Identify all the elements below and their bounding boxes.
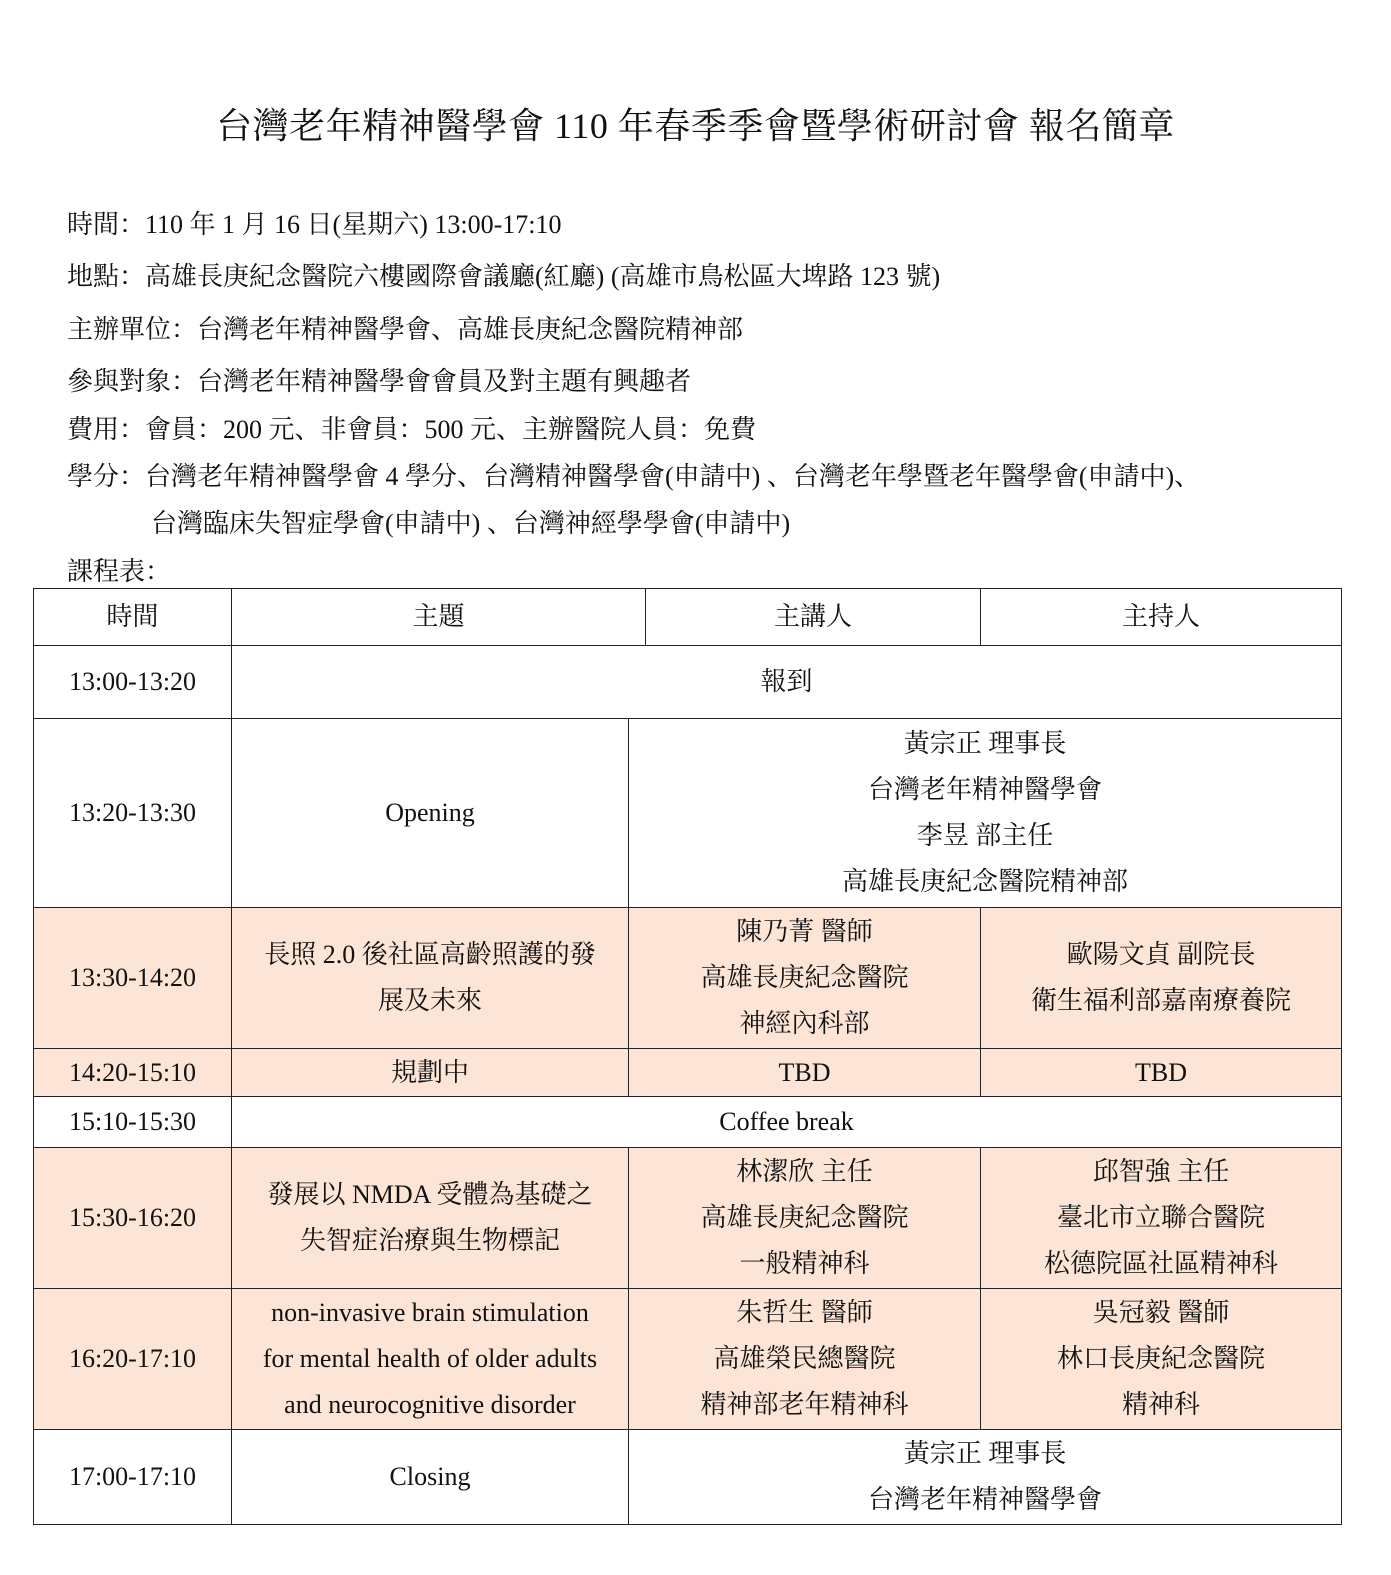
speaker-line: 精神部老年精神科 (700, 1390, 909, 1419)
speaker-line: 林潔欣 主任 (736, 1157, 873, 1186)
header-time: 時間 (34, 589, 232, 646)
speaker-line: 高雄長庚紀念醫院 (700, 1203, 909, 1232)
row-host (981, 908, 1342, 1049)
row-time: 17:00-17:10 (34, 1430, 232, 1525)
row-time: 13:30-14:20 (34, 908, 232, 1049)
host-line: 臺北市立聯合醫院 (1057, 1203, 1266, 1232)
host-line: 精神科 (1122, 1390, 1201, 1419)
row-time: 16:20-17:10 (34, 1289, 232, 1430)
closing-speakers-cell (629, 1430, 1342, 1525)
row-host (981, 1148, 1342, 1289)
table-row (34, 1289, 1342, 1430)
table-row (34, 1430, 1342, 1525)
table-row (34, 1049, 1342, 1097)
topic-line: non-invasive brain stimulation (271, 1298, 589, 1327)
row-time: 13:00-13:20 (34, 646, 232, 719)
speaker-line: 一般精神科 (739, 1249, 870, 1278)
topic-line: 失智症治療與生物標記 (299, 1226, 560, 1255)
event-organizer: 主辦單位：台灣老年精神醫學會、高雄長庚紀念醫院精神部 (67, 315, 744, 344)
event-credits: 學分：台灣老年精神醫學會 4 學分、台灣精神醫學會(申請中) 、台灣老年學暨老年醫學會(申請中)、 (67, 462, 1201, 491)
row-speaker (629, 1289, 981, 1430)
host-line: 邱智強 主任 (1092, 1157, 1230, 1186)
event-time: 時間：110 年 1 月 16 日(星期六) 13:00-17:10 (67, 210, 562, 239)
page-title: 台灣老年精神醫學會 110 年春季季會暨學術研討會 報名簡章 (216, 106, 1175, 146)
speaker-line: 朱哲生 醫師 (736, 1298, 873, 1327)
row-time: 15:30-16:20 (34, 1148, 232, 1289)
row-time: 14:20-15:10 (34, 1049, 232, 1097)
event-credits-continued: 台灣臨床失智症學會(申請中) 、台灣神經學學會(申請中) (151, 509, 791, 538)
table-row (34, 1148, 1342, 1289)
row-time: 13:20-13:30 (34, 719, 232, 908)
speaker-line: 陳乃菁 醫師 (736, 917, 873, 946)
row-topic: 規劃中 (232, 1049, 629, 1097)
registration-cell: 報到 (232, 646, 1342, 719)
speaker-line: 高雄長庚紀念醫院 (700, 963, 909, 992)
speaker-line: 黃宗正 理事長 (903, 1439, 1067, 1468)
table-row (34, 1097, 1342, 1148)
speaker-line: 神經內科部 (739, 1009, 870, 1038)
speaker-line: 台灣老年精神醫學會 (868, 1485, 1103, 1514)
schedule-label: 課程表： (67, 557, 172, 586)
table-header-row (34, 589, 1342, 646)
row-topic: Closing (232, 1430, 629, 1525)
topic-line: 長照 2.0 後社區高齡照護的發 (264, 940, 596, 969)
table-row (34, 908, 1342, 1049)
table-row (34, 646, 1342, 719)
row-topic (232, 908, 629, 1049)
speaker-line: 台灣老年精神醫學會 (868, 775, 1103, 804)
row-time: 15:10-15:30 (34, 1097, 232, 1148)
topic-line: 發展以 NMDA 受體為基礎之 (267, 1180, 593, 1209)
event-location: 地點：高雄長庚紀念醫院六樓國際會議廳(紅廳) (高雄市鳥松區大埤路 123 號) (67, 262, 941, 291)
host-line: 松德院區社區精神科 (1044, 1249, 1279, 1278)
speaker-line: 黃宗正 理事長 (903, 729, 1067, 758)
topic-line: for mental health of older adults (262, 1344, 598, 1373)
table-row (34, 719, 1342, 908)
row-host (981, 1289, 1342, 1430)
speaker-line: 李昱 部主任 (916, 821, 1054, 850)
host-line: 歐陽文貞 副院長 (1066, 940, 1256, 969)
topic-line: and neurocognitive disorder (284, 1390, 576, 1419)
event-fee: 費用：會員：200 元、非會員：500 元、主辦醫院人員：免費 (67, 415, 757, 444)
row-speaker (629, 908, 981, 1049)
header-host: 主持人 (981, 589, 1342, 646)
row-host: TBD (981, 1049, 1342, 1097)
row-speaker: TBD (629, 1049, 981, 1097)
host-line: 吳冠毅 醫師 (1092, 1298, 1230, 1327)
speaker-line: 高雄長庚紀念醫院精神部 (842, 867, 1129, 896)
row-speaker (629, 1148, 981, 1289)
row-topic (232, 1148, 629, 1289)
speaker-line: 高雄榮民總醫院 (713, 1344, 896, 1373)
row-topic: Opening (232, 719, 629, 908)
topic-line: 展及未來 (377, 986, 482, 1015)
header-speaker: 主講人 (646, 589, 981, 646)
coffee-break-cell: Coffee break (232, 1097, 1342, 1148)
row-topic (232, 1289, 629, 1430)
host-line: 林口長庚紀念醫院 (1057, 1344, 1266, 1373)
event-audience: 參與對象：台灣老年精神醫學會會員及對主題有興趣者 (67, 367, 692, 396)
host-line: 衛生福利部嘉南療養院 (1031, 986, 1292, 1015)
header-topic: 主題 (232, 589, 646, 646)
schedule-table (33, 588, 1342, 1525)
opening-speakers-cell (629, 719, 1342, 908)
